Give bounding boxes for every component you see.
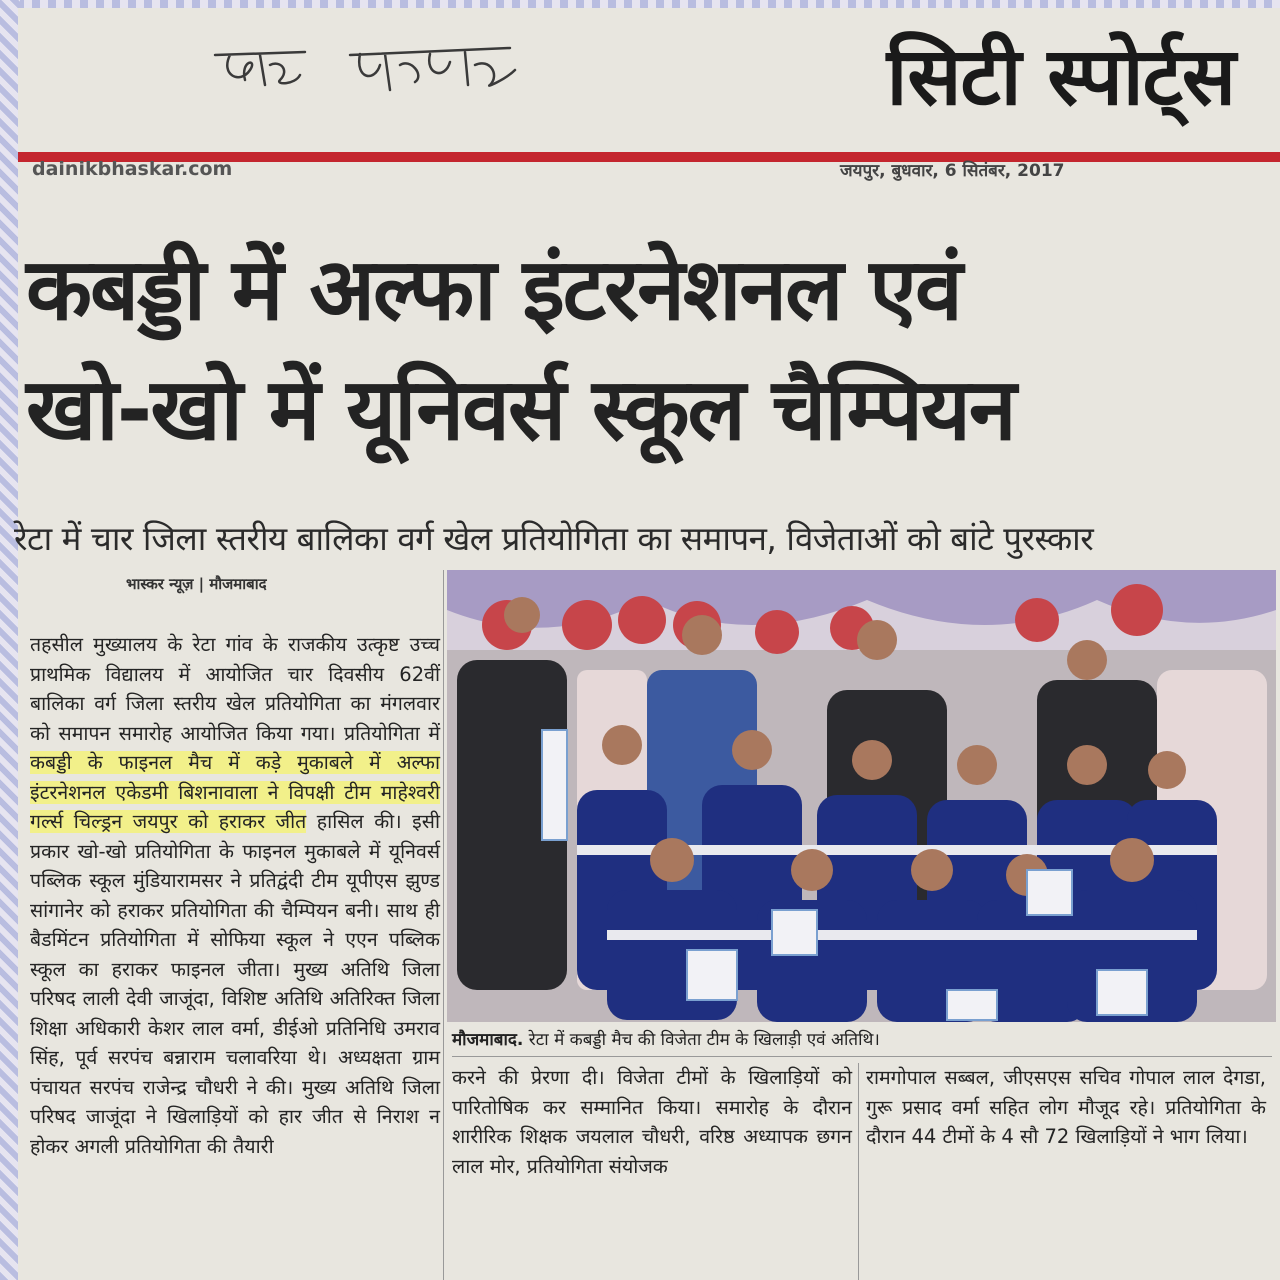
photo-caption: [452, 1027, 1272, 1050]
caption-rule: [452, 1056, 1272, 1057]
decorative-border-left: [0, 0, 20, 1280]
section-masthead: सिटी स्पोर्ट्स: [886, 30, 1235, 123]
team-photo-illustration: [447, 570, 1276, 1022]
headline: [26, 230, 1266, 470]
caption-place: मौजमाबाद.: [452, 1030, 524, 1050]
body-text-2: हासिल की। इसी प्रकार खो-खो प्रतियोगिता के फाइनल मुकाबले में यूनिवर्स पब्लिक स्कूल मुंडियारामसर ने प्रतिद्वंदी टीम यूपीएस झुण्ड सांगानेर को हराकर प्रतियोगिता की चैम्पियन बनी। साथ ही बैडमिंटन प्रतियोगिता में सोफिया स्कूल ने एएन पब्लिक स्कूल का हराकर फाइनल जीता। मुख्य अतिथि जिला परिषद लाली देवी जाजूंदा, विशिष्ट अतिथि अतिरिक्त जिला शिक्षा अधिकारी केशर लाल वर्मा, डीईओ प्रतिनिधि उमराव सिंह, पूर्व सरपंच बन्नाराम चलावरिया थे। अध्यक्षता ग्राम पंचायत सरपंच राजेन्द्र चौधरी ने की। मुख्य अतिथि जिला परिषद जाजूंदा ने खिलाड़ियों को हार जीत से निराश न होकर अगली प्रतियोगिता की तैयारी: [30, 810, 440, 1158]
headline-line-2: खो-खो में यूनिवर्स स्कूल चैम्पियन: [26, 360, 1015, 460]
dateline: जयपुर, बुधवार, 6 सितंबर, 2017: [840, 161, 1065, 181]
team-photo: [447, 570, 1276, 1022]
body-text-1: तहसील मुख्यालय के रेटा गांव के राजकीय उत्कृष्ट उच्च प्राथमिक विद्यालय में आयोजित चार दिवसीय 62वीं बालिका वर्ग जिला स्तरीय खेल प्रतियोगिता का मंगलवार को समापन समारोह आयोजित किया गया। प्रतियोगिता में: [30, 633, 440, 745]
column-divider-right: [858, 1063, 859, 1280]
article-column-left: [30, 630, 440, 1161]
headline-line-1: कबड्डी में अल्फा इंटरनेशनल एवं: [26, 240, 961, 340]
website-label: dainikbhaskar.com: [32, 158, 233, 180]
highlighted-text: कबड्डी के फाइनल मैच में कड़े मुकाबले में अल्फा इंटरनेशनल एकेडमी बिशनावाला ने विपक्षी टीम माहेश्वरी गर्ल्स चिल्ड्रन जयपुर को हराकर जीत: [30, 751, 440, 833]
subheadline: रेटा में चार जिला स्तरीय बालिका वर्ग खेल प्रतियोगिता का समापन, विजेताओं को बांटे पुरस्कार: [14, 519, 1094, 558]
article-column-middle: करने की प्रेरणा दी। विजेता टीमों के खिलाड़ियों को पारितोषिक कर सम्मानित किया। समारोह के दौरान शारीरिक शिक्षक जयलाल चौधरी, वरिष्ठ अध्यापक छगन लाल मोर, प्रतियोगिता संयोजक: [452, 1066, 852, 1178]
article-column-right: रामगोपाल सब्बल, जीएसएस सचिव गोपाल लाल देगडा, गुरू प्रसाद वर्मा सहित लोग मौजूद रहे। प्रतियोगिता के दौरान 44 टीमों के 4 सौ 72 खिलाड़ियों ने भाग लिया।: [866, 1066, 1266, 1148]
caption-text: रेटा में कबड्डी मैच की विजेता टीम के खिलाड़ी एवं अतिथि।: [528, 1030, 880, 1050]
handwritten-newspaper-name: [210, 40, 530, 102]
column-divider-left: [443, 570, 444, 1280]
handwriting-scribble: [210, 40, 530, 102]
byline: भास्कर न्यूज़ | मौजमाबाद: [126, 575, 267, 593]
